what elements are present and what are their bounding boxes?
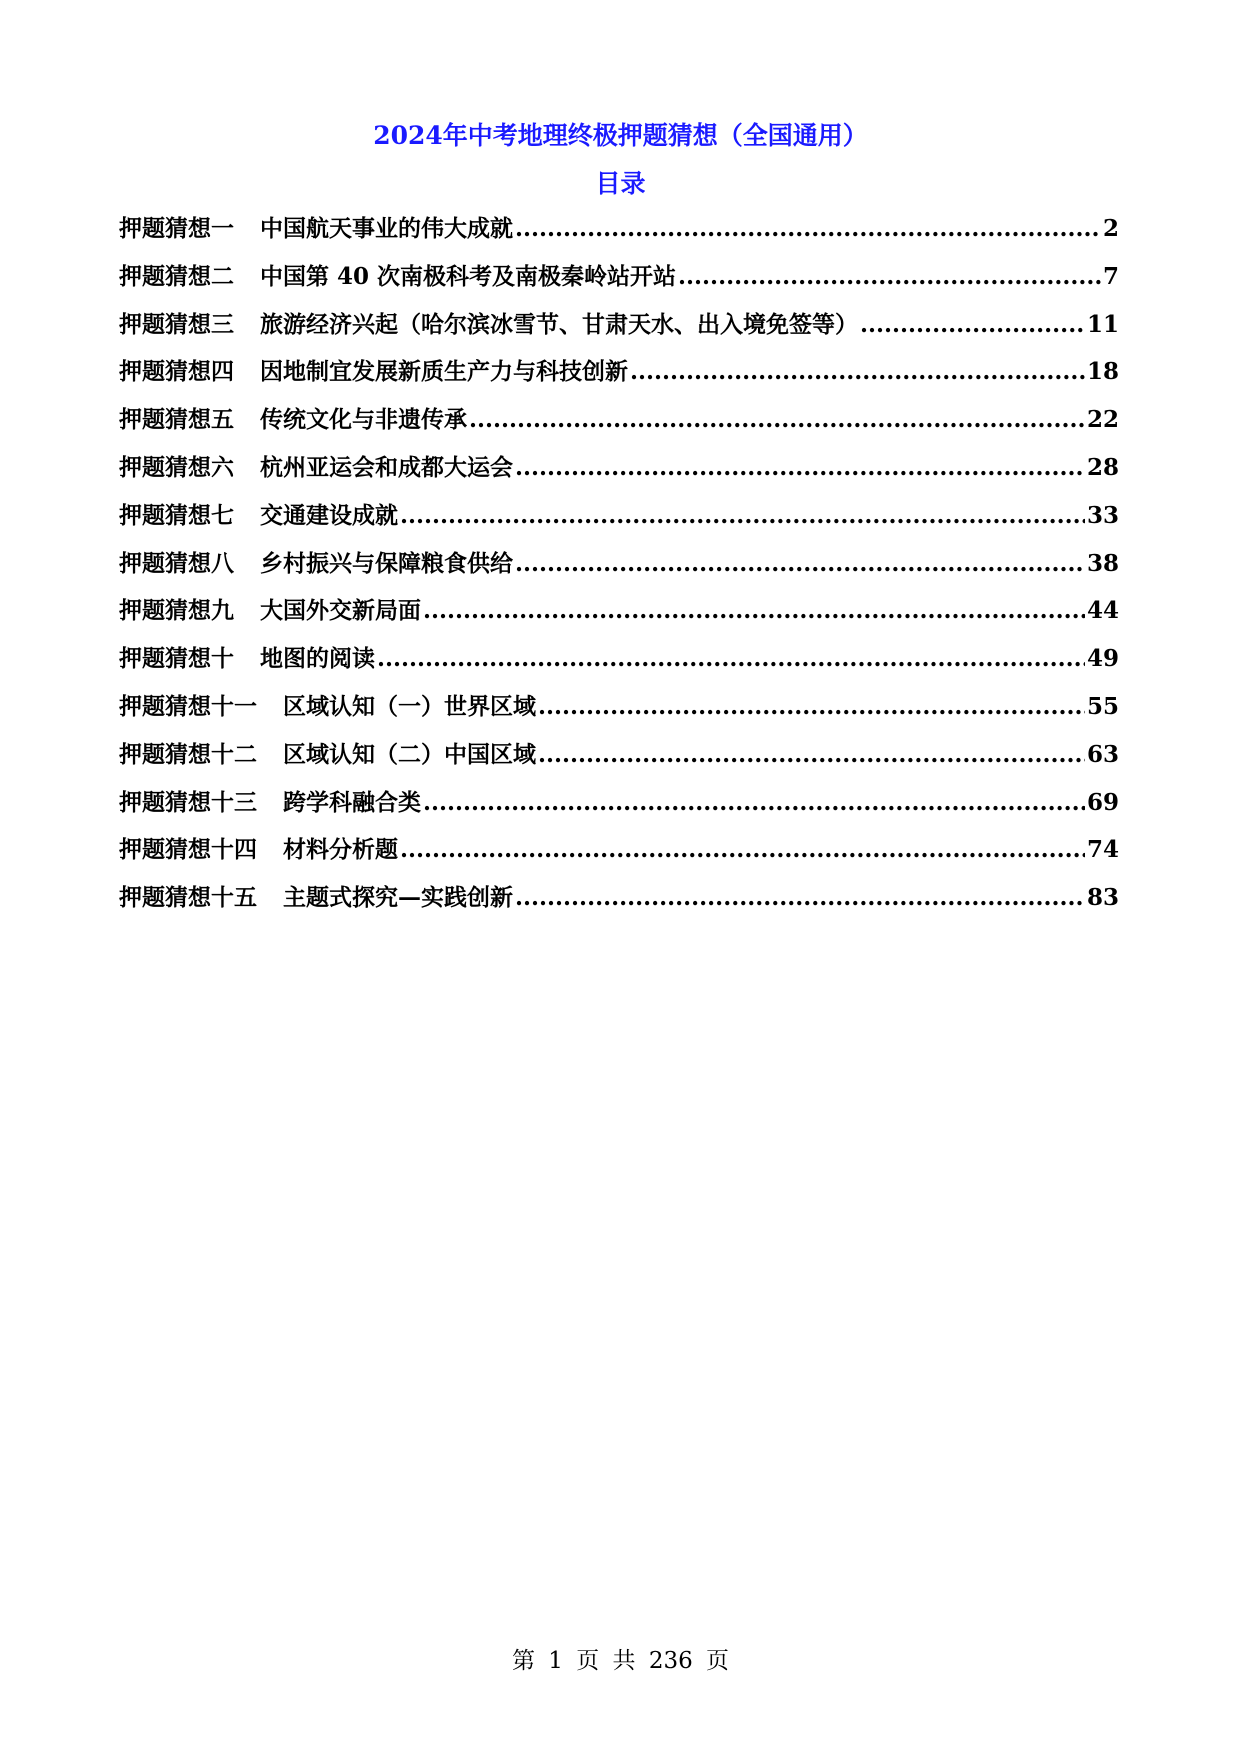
toc-dot-leader	[538, 690, 1085, 724]
toc-entry-8[interactable]	[119, 547, 1119, 595]
toc-entry-label: 押题猜想十三	[119, 788, 257, 816]
toc-dot-leader	[515, 212, 1101, 246]
toc-entry-title: 因地制宜发展新质生产力与科技创新	[260, 358, 628, 386]
toc-entry-6[interactable]	[119, 451, 1119, 499]
toc-entry-title: 交通建设成就	[260, 501, 398, 529]
toc-entry-label: 押题猜想四	[119, 358, 234, 386]
toc-entry-13[interactable]	[119, 786, 1119, 834]
toc-entry-14[interactable]	[119, 833, 1119, 881]
toc-dot-leader	[400, 499, 1085, 533]
toc-dot-leader	[860, 308, 1085, 342]
toc-entry-page: 44	[1086, 597, 1119, 625]
toc-entry-page: 74	[1086, 836, 1119, 864]
toc-dot-leader	[423, 594, 1085, 628]
toc-dot-leader	[400, 833, 1085, 867]
toc-entry-1[interactable]	[119, 212, 1119, 260]
toc-entry-title: 区域认知（一）世界区域	[283, 692, 536, 720]
toc-dot-leader	[515, 547, 1085, 581]
toc-entry-11[interactable]	[119, 690, 1119, 738]
toc-entry-label: 押题猜想十五	[119, 884, 257, 912]
toc-entry-title: 乡村振兴与保障粮食供给	[260, 549, 513, 577]
toc-dot-leader	[630, 355, 1085, 389]
toc-entry-title: 区域认知（二）中国区域	[283, 740, 536, 768]
toc-entry-title: 跨学科融合类	[283, 788, 421, 816]
toc-entry-label: 押题猜想九	[119, 597, 234, 625]
page-number-footer: 第 1 页 共 236 页	[511, 1648, 730, 1674]
toc-entry-page: 7	[1102, 262, 1119, 290]
toc-entry-page: 83	[1086, 884, 1119, 912]
toc-dot-leader	[423, 786, 1085, 820]
toc-entry-page: 28	[1086, 453, 1119, 481]
toc-entry-label: 押题猜想一	[119, 215, 234, 242]
toc-entry-page: 11	[1086, 310, 1119, 338]
toc-entry-title: 材料分析题	[283, 836, 398, 864]
toc-entry-label: 押题猜想十二	[119, 740, 257, 768]
toc-dot-leader	[377, 642, 1085, 676]
toc-entry-3[interactable]	[119, 308, 1119, 356]
toc-dot-leader	[515, 881, 1085, 915]
toc-entry-title: 杭州亚运会和成都大运会	[260, 453, 513, 481]
toc-entry-title: 旅游经济兴起（哈尔滨冰雪节、甘肃天水、出入境免签等）	[260, 310, 858, 338]
toc-entry-page: 33	[1086, 501, 1119, 529]
toc-entry-7[interactable]	[119, 499, 1119, 547]
toc-entry-title: 传统文化与非遗传承	[260, 406, 467, 434]
toc-entry-label: 押题猜想十	[119, 645, 234, 673]
toc-entry-label: 押题猜想五	[119, 406, 234, 434]
toc-entry-page: 18	[1086, 358, 1119, 386]
toc-entry-4[interactable]	[119, 355, 1119, 403]
toc-entry-page: 63	[1086, 740, 1119, 768]
toc-dot-leader	[469, 403, 1085, 437]
toc-entry-label: 押题猜想三	[119, 310, 234, 338]
toc-entry-page: 2	[1102, 215, 1119, 242]
toc-entry-12[interactable]	[119, 738, 1119, 786]
toc-entry-label: 押题猜想六	[119, 453, 234, 481]
toc-heading: 目录	[595, 169, 646, 198]
toc-dot-leader	[515, 451, 1085, 485]
toc-entry-label: 押题猜想十一	[119, 692, 257, 720]
toc-entry-page: 69	[1086, 788, 1119, 816]
toc-dot-leader	[538, 738, 1085, 772]
table-of-contents	[119, 212, 1119, 929]
toc-entry-title: 大国外交新局面	[260, 597, 421, 625]
toc-entry-10[interactable]	[119, 642, 1119, 690]
document-title: 2024年中考地理终极押题猜想（全国通用）	[373, 121, 868, 150]
toc-entry-page: 55	[1086, 692, 1119, 720]
toc-entry-label: 押题猜想十四	[119, 836, 257, 864]
toc-entry-page: 22	[1086, 406, 1119, 434]
toc-entry-title: 中国航天事业的伟大成就	[260, 215, 513, 242]
toc-entry-page: 38	[1086, 549, 1119, 577]
toc-entry-title: 主题式探究—实践创新	[283, 884, 513, 912]
toc-entry-9[interactable]	[119, 594, 1119, 642]
toc-entry-5[interactable]	[119, 403, 1119, 451]
toc-entry-label: 押题猜想八	[119, 549, 234, 577]
toc-entry-title: 中国第 40 次南极科考及南极秦岭站开站	[260, 262, 677, 290]
toc-entry-label: 押题猜想七	[119, 501, 234, 529]
toc-entry-title: 地图的阅读	[260, 645, 375, 673]
toc-entry-page: 49	[1086, 645, 1119, 673]
toc-entry-label: 押题猜想二	[119, 262, 234, 290]
toc-entry-2[interactable]	[119, 260, 1119, 308]
toc-entry-15[interactable]	[119, 881, 1119, 929]
toc-dot-leader	[678, 260, 1101, 294]
